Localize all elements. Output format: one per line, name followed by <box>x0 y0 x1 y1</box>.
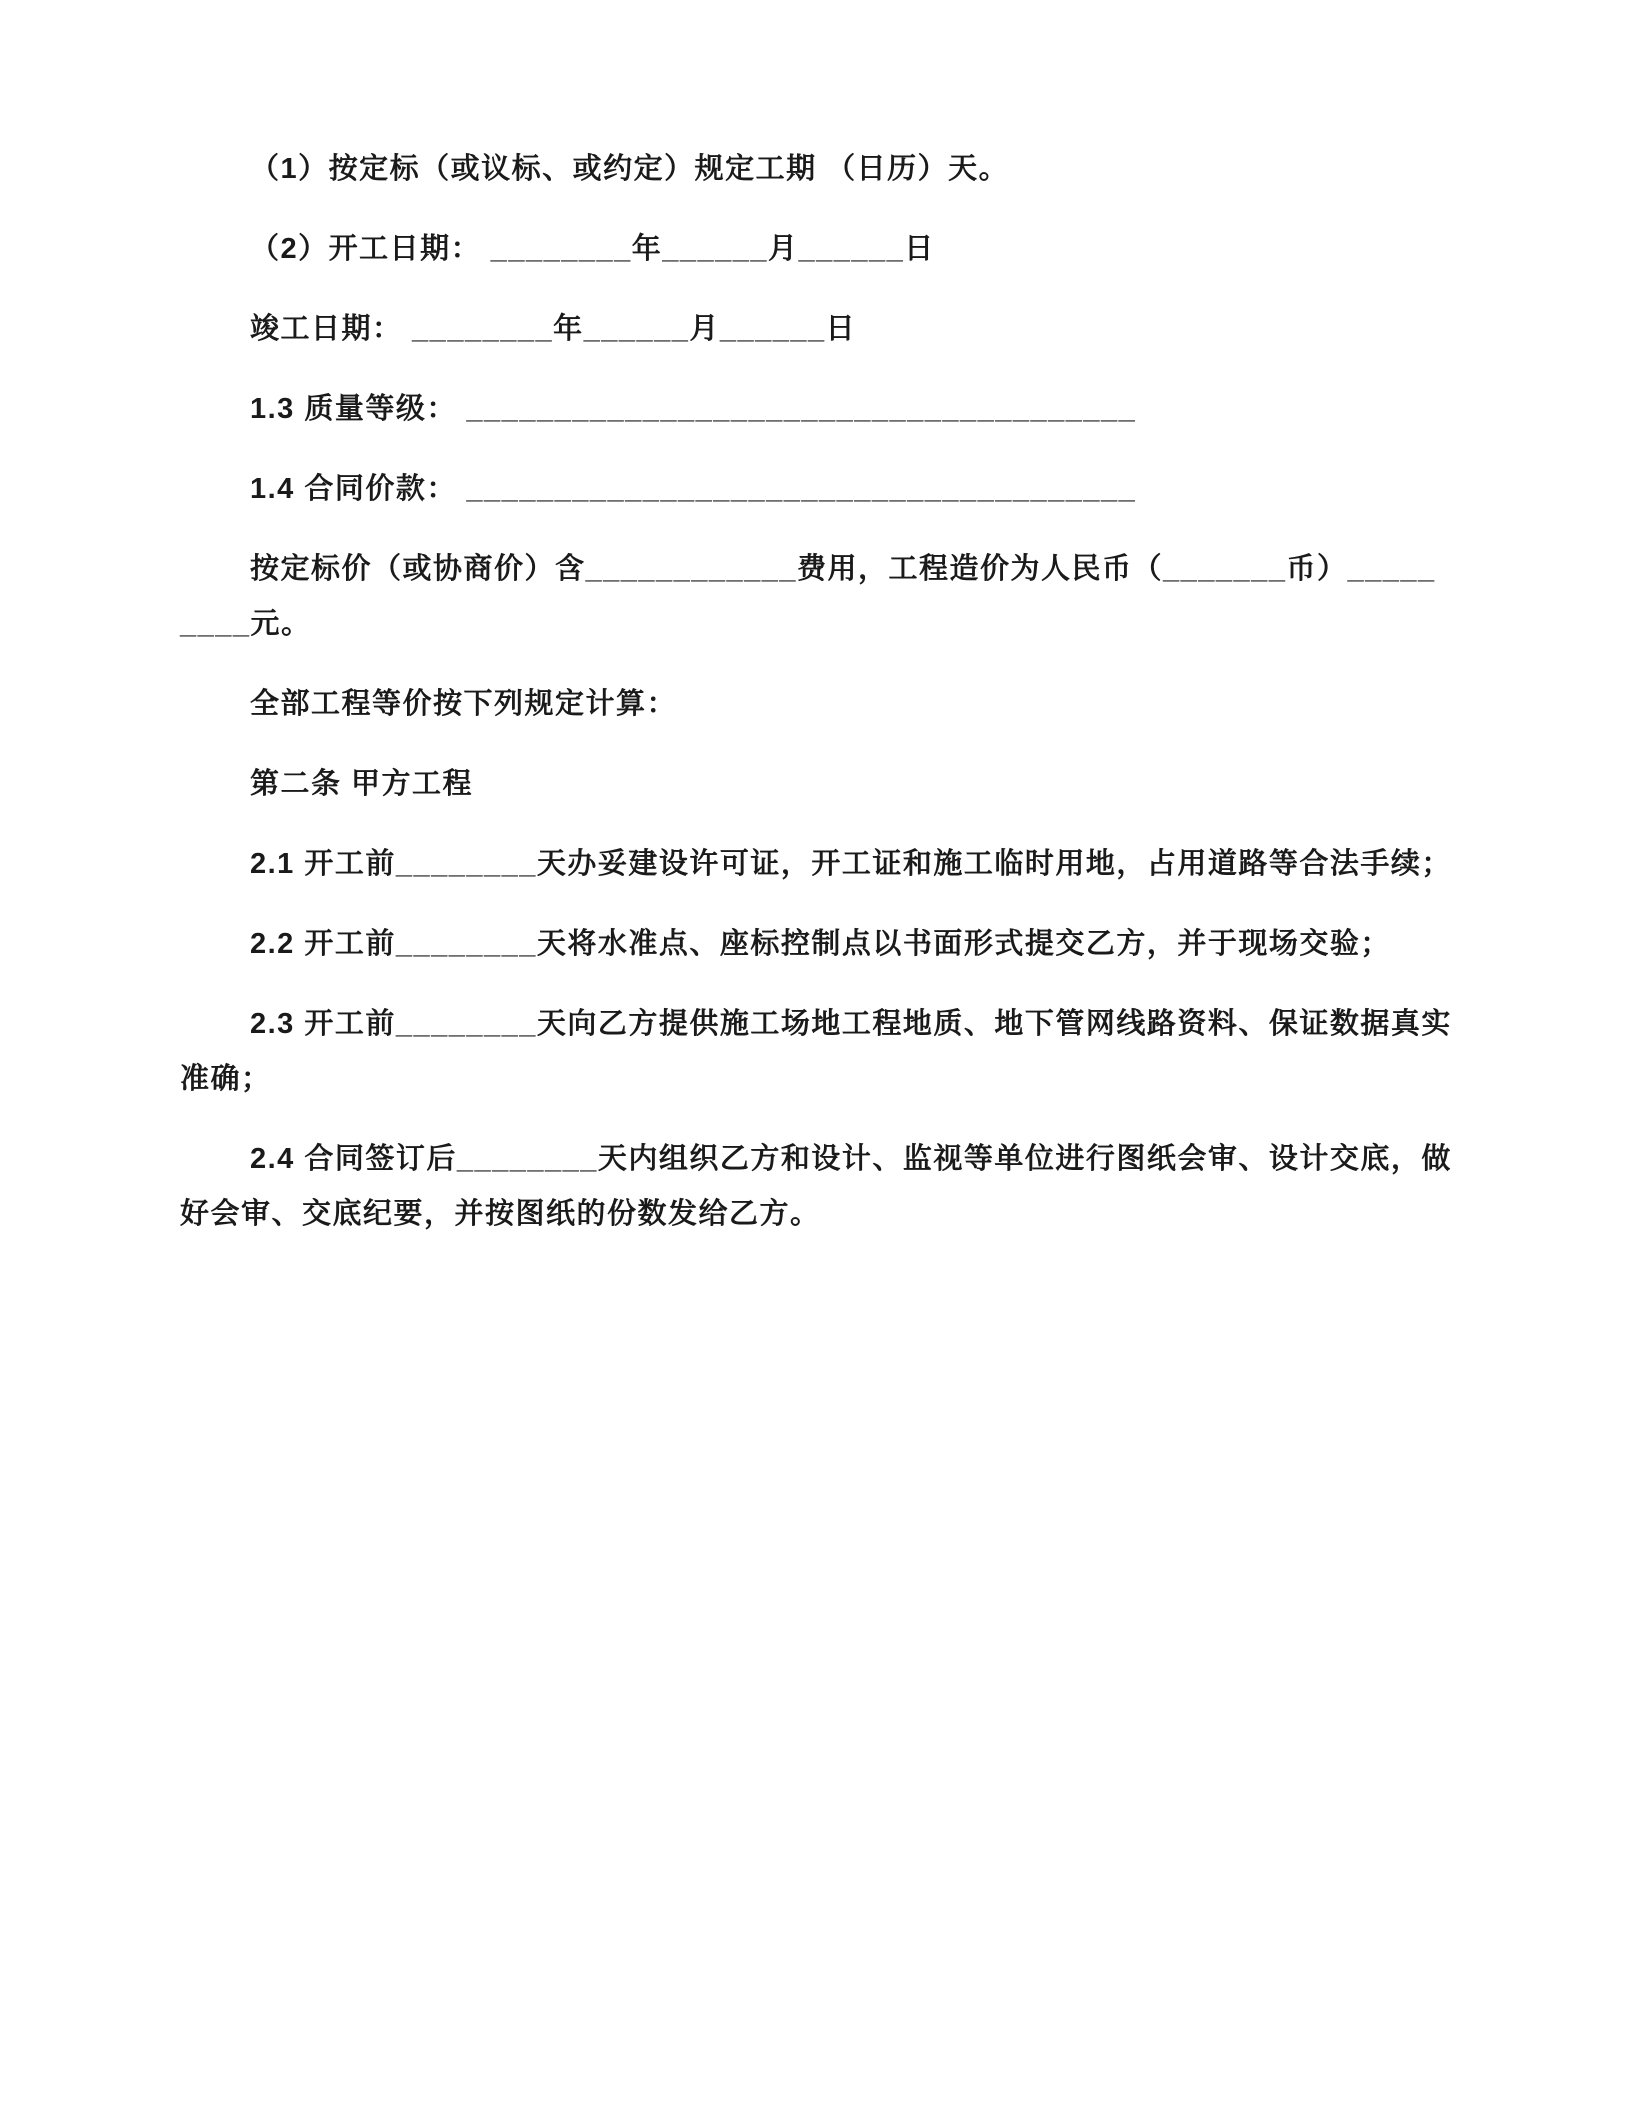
section-heading-article-2: 第二条 甲方工程 <box>250 768 474 800</box>
clause-quality-grade: 1.3 质量等级： ______________________________________ <box>250 393 1137 425</box>
clause-2-4: 2.4 合同签订后________天内组织乙方和设计、监视等单位进行图纸会审、设计交底，做好会审、交底纪要，并按图纸的份数发给乙方。 <box>180 1143 1452 1230</box>
clause-duration-item-1: （1）按定标（或议标、或约定）规定工期 （日历）天。 <box>250 153 1010 185</box>
clause-price-calculation-note: 全部工程等价按下列规定计算： <box>250 688 678 720</box>
clause-2-2: 2.2 开工前________天将水准点、座标控制点以书面形式提交乙方，并于现场交验； <box>250 928 1391 960</box>
clause-contract-price: 1.4 合同价款： ______________________________________ <box>250 473 1137 505</box>
clause-2-3: 2.3 开工前________天向乙方提供施工场地工程地质、地下管网线路资料、保证数据真实准确； <box>180 1008 1452 1095</box>
clause-price-detail: 按定标价（或协商价）含____________费用，工程造价为人民币（_______币）_________元。 <box>180 553 1436 640</box>
clause-2-1: 2.1 开工前________天办妥建设许可证，开工证和施工临时用地，占用道路等合法手续； <box>250 848 1452 880</box>
clause-completion-date: 竣工日期： ________年______月______日 <box>250 313 857 345</box>
clause-start-date: （2）开工日期： ________年______月______日 <box>250 233 935 265</box>
